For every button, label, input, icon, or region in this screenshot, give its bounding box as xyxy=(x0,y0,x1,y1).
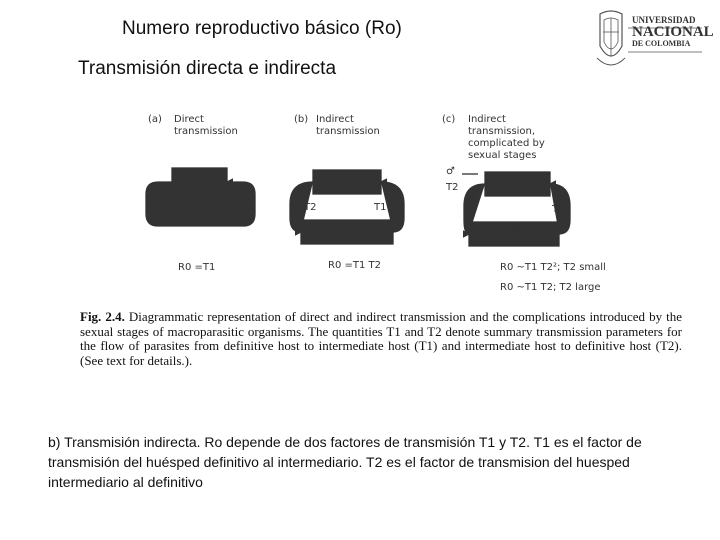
panel-b-t2-label: T2 xyxy=(304,202,317,213)
panel-c-t2-label: T2 xyxy=(446,182,459,193)
panel-c-definitive-line-1: Definitive xyxy=(490,174,539,185)
slide-title: Numero reproductivo básico (Ro) xyxy=(122,18,402,39)
panel-c-formula-small: R0 ~T1 T2²; T2 small xyxy=(500,262,606,273)
panel-c-label: (c) xyxy=(442,114,456,125)
logo-line-1: UNIVERSIDAD xyxy=(632,15,696,25)
caption-text: Diagrammatic representation of direct and indirect transmission and the complications introduced by the sexual stages of macroparasitic organisms. The quantities T1 and T2 denote summary transmission parameters for the flow of parasites from definitive host to intermediate host (T1) and intermediate host to definitive host (T2). (See text for details.). xyxy=(80,309,682,368)
panel-a-heading-2: transmission xyxy=(174,126,238,137)
panel-c-intermediate-line-2: host xyxy=(502,235,524,246)
panel-a-host-label: Host xyxy=(186,178,209,189)
panel-b-formula: R0 =T1 T2 xyxy=(328,260,381,271)
panel-b-definitive-line-2: host xyxy=(334,183,356,194)
panel-c-intermediate-line-1: Intermediate xyxy=(472,224,537,235)
panel-c-definitive-line-2: host xyxy=(504,185,526,196)
figure-caption xyxy=(80,310,682,368)
logo-line-3: DE COLOMBIA xyxy=(632,39,691,48)
panel-b-intermediate-line-1: Intermediate xyxy=(304,222,369,233)
panel-c-t1-label: T1 xyxy=(552,204,565,215)
panel-a-heading-1: Direct xyxy=(174,114,204,125)
panel-c-formula-large: R0 ~T1 T2; T2 large xyxy=(500,282,601,293)
panel-b-label: (b) xyxy=(294,114,309,125)
logo-line-2: NACIONAL xyxy=(632,24,714,40)
panel-c-heading-4: sexual stages xyxy=(468,150,537,161)
slide-subtitle: Transmisión directa e indirecta xyxy=(78,58,337,79)
university-logo-text xyxy=(632,15,714,48)
panel-c-heading-1: Indirect xyxy=(468,114,506,125)
explanation-text: b) Transmisión indirecta. Ro depende de dos factores de transmisión T1 y T2. T1 es el factor de transmisión del huésped definitivo al intermediario. T2 es el factor de transmision del huesped intermediario al definitivo xyxy=(48,434,642,490)
panel-b-t1-label: T1 xyxy=(374,202,387,213)
panel-a-label: (a) xyxy=(148,114,162,125)
panel-c-male-icon: ♂ xyxy=(446,166,455,177)
panel-c-heading-2: transmission, xyxy=(468,126,536,137)
caption-label: Fig. 2.4. xyxy=(80,309,125,324)
transmission-diagram xyxy=(118,108,688,308)
panel-b-heading-1: Indirect xyxy=(316,114,354,125)
panel-b-heading-2: transmission xyxy=(316,126,380,137)
panel-a-formula: R0 =T1 xyxy=(178,262,216,273)
panel-b-intermediate-line-2: host xyxy=(334,233,356,244)
panel-c-female-icon: ♀ xyxy=(468,190,476,201)
panel-b-definitive-line-1: Definitive xyxy=(318,172,367,183)
panel-c-heading-3: complicated by xyxy=(468,138,545,149)
panel-a-t1-label: T1 xyxy=(156,208,169,219)
